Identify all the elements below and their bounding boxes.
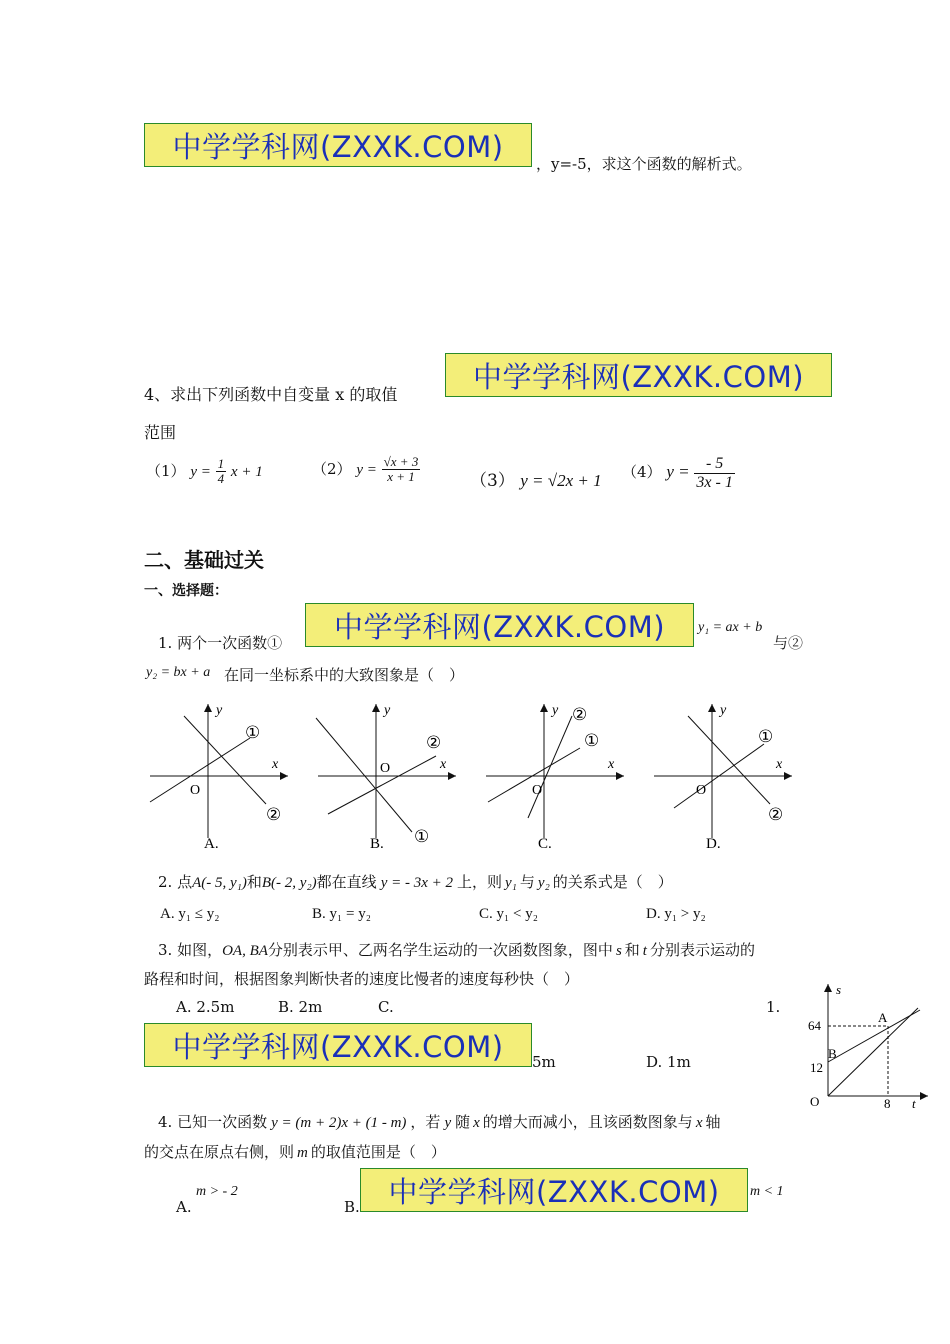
section-title: 二、基础过关 <box>144 548 264 572</box>
svg-text:①: ① <box>758 727 774 746</box>
q4-intro-suffix: 范围 <box>144 423 177 442</box>
svg-text:12: 12 <box>810 1060 823 1075</box>
q2-option-a: A. y₁ ≤ y₂ <box>160 906 220 922</box>
q1-mid: 与② <box>773 634 804 652</box>
svg-text:B.: B. <box>370 836 384 852</box>
q4-intro: 4、求出下列函数中自变量 x 的取值 <box>144 385 398 404</box>
svg-text:s: s <box>836 982 842 997</box>
q3-figure <box>800 978 935 1113</box>
svg-text:8: 8 <box>884 1096 891 1111</box>
svg-text:O: O <box>810 1094 820 1109</box>
watermark-banner: 中学学科网(ZXXK.COM) <box>305 603 694 647</box>
q4-item-3: （3） y = √2x + 1 <box>470 471 602 491</box>
q1-expr2: y₂ = bx + a <box>146 665 211 680</box>
q4b-option-b: B. <box>344 1198 360 1216</box>
q4b-line2: 的交点在原点右侧，则 m 的取值范围是（ ） <box>144 1143 446 1161</box>
question-tail-text: ，y=-5，求这个函数的解析式。 <box>536 155 752 173</box>
svg-text:y: y <box>552 703 559 718</box>
svg-text:D.: D. <box>706 836 721 852</box>
svg-text:②: ② <box>768 805 784 824</box>
q2-option-d: D. y₁ > y₂ <box>646 906 706 922</box>
q2-option-b: B. y₁ = y₂ <box>312 906 371 922</box>
q1-expr1: y₁ = ax + b <box>698 620 763 635</box>
q3-option-c-tail: 1. <box>766 998 781 1016</box>
q1-graphs <box>140 698 800 858</box>
svg-text:x: x <box>608 757 615 772</box>
graph-a <box>150 703 288 852</box>
q4b-option-b-expr: m < 1 <box>750 1184 784 1199</box>
line-2-label: ② <box>266 805 282 824</box>
svg-text:B: B <box>828 1046 837 1061</box>
graph-c <box>486 703 624 852</box>
svg-text:C.: C. <box>538 836 552 852</box>
q4-item-2: （2） y = $\frac{√x + 3}{x + 1}$ <box>312 454 419 485</box>
q3-line1: 3. 如图，OA, BA分别表示甲、乙两名学生运动的一次函数图象，图中 s 和 t 分别表示运动的 <box>158 941 755 959</box>
q1-prefix: 1. 两个一次函数① <box>158 634 283 652</box>
option-label: A. <box>204 836 219 852</box>
q4b-option-a: A. <box>176 1198 192 1216</box>
svg-text:O: O <box>532 783 543 798</box>
q3-option-c: C. <box>378 998 394 1016</box>
q2-option-c: C. y₁ < y₂ <box>479 906 538 922</box>
watermark-banner: 中学学科网(ZXXK.COM) <box>144 1023 532 1067</box>
svg-text:O: O <box>696 783 707 798</box>
q1-suffix: 在同一坐标系中的大致图象是（ ） <box>224 666 465 684</box>
watermark-banner: 中学学科网(ZXXK.COM) <box>445 353 832 397</box>
svg-text:①: ① <box>414 827 430 846</box>
svg-text:②: ② <box>572 705 588 724</box>
svg-text:②: ② <box>426 733 442 752</box>
svg-text:x: x <box>776 757 783 772</box>
q2-line: 2. 点A(- 5, y₁)和B(- 2, y₂)都在直线 y = - 3x + 2 上，则 y₁ 与 y₂ 的关系式是（ ） <box>158 873 673 891</box>
q3-line2: 路程和时间，根据图象判断快者的速度比慢者的速度每秒快（ ） <box>144 970 580 988</box>
line-1-label: ① <box>245 723 261 742</box>
q4b-option-a-expr: m > - 2 <box>196 1184 238 1199</box>
q4-item-1: （1） y = $\frac{1}{4}$ x + 1 <box>146 456 263 487</box>
svg-text:A: A <box>878 1010 888 1025</box>
svg-text:①: ① <box>584 731 600 750</box>
x-label: x <box>272 757 279 772</box>
svg-text:x: x <box>440 757 447 772</box>
y-label: y <box>216 703 223 718</box>
q3-option-b: B. 2m <box>278 998 323 1016</box>
svg-text:t: t <box>912 1096 916 1111</box>
graph-b <box>316 703 456 852</box>
q4-item-4: （4） y = $\frac{- 5}{3x - 1}$ <box>622 455 733 491</box>
svg-text:y: y <box>384 703 391 718</box>
svg-text:O: O <box>380 761 391 776</box>
q4b-line1: 4. 已知一次函数 y = (m + 2)x + (1 - m) ，若 y 随 x 的增大而减小，且该函数图象与 x 轴 <box>158 1113 721 1131</box>
graph-d <box>654 703 792 852</box>
q3-option-c-unit: 5m <box>532 1053 556 1071</box>
svg-text:64: 64 <box>808 1018 821 1033</box>
watermark-banner: 中学学科网(ZXXK.COM) <box>360 1168 748 1212</box>
q3-option-a: A. 2.5m <box>176 998 235 1016</box>
watermark-banner: 中学学科网(ZXXK.COM) <box>144 123 532 167</box>
origin-label: O <box>190 783 201 798</box>
q3-option-d: D. 1m <box>646 1053 691 1071</box>
subsection-title: 一、选择题： <box>144 583 228 599</box>
svg-text:y: y <box>720 703 727 718</box>
